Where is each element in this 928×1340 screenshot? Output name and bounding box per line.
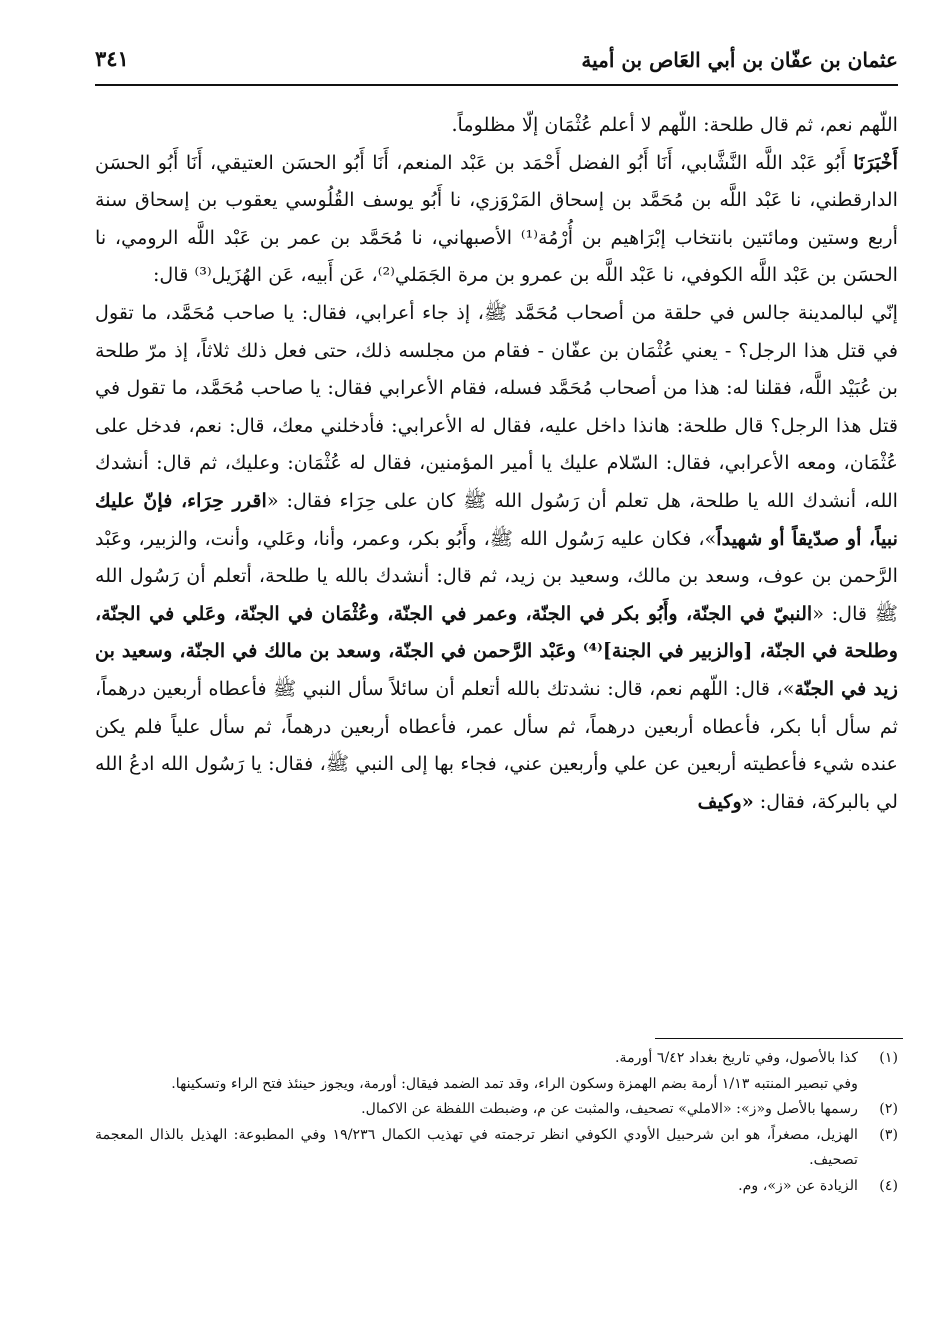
footnotes: [95, 1046, 898, 1200]
footnote-2: [95, 1097, 898, 1123]
footnote-number: (٤): [879, 1177, 898, 1194]
footnote-line: الزيادة عن «ز»، وم.: [738, 1177, 858, 1194]
paragraph-matn: [95, 294, 898, 820]
page-header: [95, 36, 898, 86]
paragraph-1: اللّهم نعم، ثم قال طلحة: اللّهم لا أعلم عُثْمَان إلّا مظلوماً.: [451, 113, 898, 136]
matn-quote-wakayf: «وكيف: [697, 789, 754, 813]
footnote-number: (٣): [879, 1126, 898, 1143]
footnote-3: [95, 1123, 898, 1174]
footnote-text: [95, 1097, 858, 1123]
footnote-rule: [655, 1038, 903, 1039]
footnote-number: (١): [879, 1050, 898, 1066]
matn-quote-hira: اقرر حِرَاء، فإنّ عليك نبياً، أو صدّيقاً أو شهيداً: [95, 488, 898, 550]
akhbarana-lead: أَخْبَرَنَا: [853, 150, 898, 174]
footnote-line: الهزيل، مصغراً، هو ابن شرحبيل الأودي الكوفي انظر ترجمته في تهذيب الكمال ١٩/٢٣٦ وفي المطبوعة: الهذيل بالذال المعجمة تصحيف.: [95, 1126, 859, 1169]
header-rule: [95, 84, 898, 86]
footnote-line: وفي تبصير المنتبه ١/١٣ أرمة بضم الهمزة وسكون الراء، وقد تمد الضمد فيقال: أورمة، ويجوز حينئذ فتح الراء وتسكينها.: [171, 1075, 858, 1092]
footnote-number: (٢): [879, 1101, 898, 1118]
paragraph-isnad: [95, 144, 898, 294]
running-title: عثمان بن عفّان بن أبي العَاص بن أمية: [581, 48, 898, 72]
footnote-line: رسمها بالأصل و«ز»: «الاملي» تصحيف، والمثبت عن م، وضبطت اللفظة عن الاكمال.: [361, 1101, 858, 1118]
matn-quote-jannah: النبيّ في الجنّة، وأَبُو بكر في الجنّة، وعمر في الجنّة، وعُثْمَان في الجنّة، وعَلي في الجنّة، وطلحة في الجنّة، [والزبير في الجنة]⁽⁴⁾ وعَبْد الرَّحمن في الجنّة، وسعد بن مالك في الجنّة، وسعيد بن زيد في الجنّة: [95, 601, 899, 700]
footnote-text: [95, 1046, 858, 1097]
matn-part-e: »، قال: اللّهم نعم، قال: نشدتك بالله أتعلم أن سائلاً سأل النبي ﷺ فأعطاه أربعين درهماً، ثم سأل أبا بكر، فأعطاه أربعين درهماً، ثم سأل عمر، فأعطاه أربعين درهماً، ثم سأل علياً فلم يكن عنده شيء فأعطيته أربعين عن علي وأربعين عني، فجاء بها إلى النبي ﷺ، فقال: يا رَسُول الله ادعُ الله لي بالبركة، فقال:: [95, 676, 898, 813]
footnote-text: [95, 1174, 858, 1200]
page-number: ٣٤١: [95, 46, 129, 71]
matn-part-a: إنّي لبالمدينة جالس في حلقة من أصحاب مُحَمَّد ﷺ، إذ جاء أعرابي، فقال: يا صاحب مُحَمَّد، ما تقول في قتل هذا الرجل؟ - يعني عُثْمَان بن عفّان - فقام من مجلسه ذلك، حتى فعل ذلك ثلاثاً، إذ مرّ طلحة بن عُبَيْد اللَّه، فقلنا له: هذا من أصحاب مُحَمَّد فسله، فقام الأعرابي فقال: يا صاحب مُحَمَّد، ما تقول في قتل هذا الرجل؟ قال طلحة: هانذا داخل عليه، فقال له الأعرابي: فأدخلني معك، قال: نعم، فدخل على عُثْمَان، ومعه الأعرابي، فقال: السّلام عليك يا أمير المؤمنين، فقال له عُثْمَان: وعليك، ثم قال: أنشدك الله، أنشدك الله يا طلحة، هل تعلم أن رَسُول الله ﷺ كان على حِرَاء فقال: «: [95, 300, 898, 512]
isnad-text: أَبُو عَبْد اللَّه النَّشَّابي، أَنَا أَبُو الفضل أَحْمَد بن عَبْد المنعم، أَنَا أَبُو الحسَن العتيقي، أَنَا أَبُو الحسَن الدارقطني، نا عَبْد اللَّه بن مُحَمَّد بن إسحاق المَرْوَزي، نا أَبُو يوسف القُلُوسي يعقوب بن إسحاق سنة أربع وستين ومائتين بانتخاب إبْرَاهيم بن أُرْمُة⁽¹⁾ الأصبهاني، نا مُحَمَّد بن عمر بن عَبْد اللَّه الرومي، نا الحسَن بن عَبْد اللَّه الكوفي، نا عَبْد اللَّه بن عمرو بن مرة الجَمَلي⁽²⁾، عَن أَبيه، عَن الهُزَيل⁽³⁾ قال:: [95, 150, 898, 287]
footnote-4: [95, 1174, 898, 1200]
matn-part-c: »، فكان عليه رَسُول الله ﷺ، وأَبُو بكر، وعمر، وأنا، وعَلي، وأنت، والزبير، وعَبْد الرَّحمن بن عوف، وسعد بن مالك، وسعيد بن زيد، ثم قال: أنشدك بالله يا طلحة، أتعلم أن رَسُول الله ﷺ قال: «: [95, 526, 898, 625]
main-text: [95, 106, 898, 820]
footnote-1: [95, 1046, 898, 1097]
footnote-text: [95, 1123, 858, 1174]
footnote-line: كذا بالأصول، وفي تاريخ بغداد ٦/٤٢ أورمة.: [614, 1050, 858, 1066]
